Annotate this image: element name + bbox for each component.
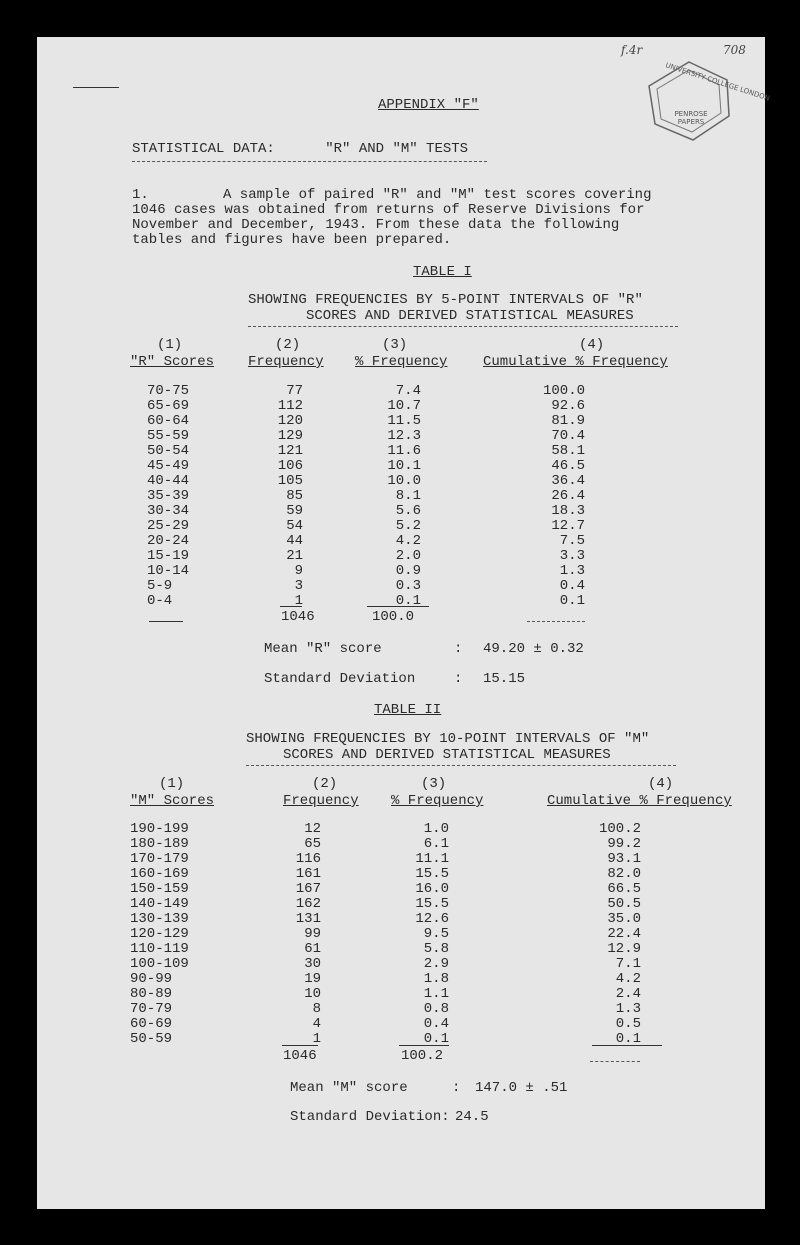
table2-colnum-4: (4) (648, 776, 674, 792)
pct-frequency-cell: 0.9 (395, 563, 421, 579)
table2-header-cumulative: Cumulative % Frequency (547, 793, 732, 809)
frequency-cell: 65 (304, 836, 321, 852)
pct-frequency-cell: 5.2 (395, 518, 421, 534)
score-cell: 120-129 (130, 926, 189, 942)
pct-frequency-cell: 2.9 (423, 956, 449, 972)
pct-frequency-cell: 10.7 (387, 398, 421, 414)
table1-col1-underline (149, 621, 183, 622)
frequency-cell: 3 (294, 578, 303, 594)
table1-mean-colon: : (454, 641, 463, 657)
pct-frequency-cell: 0.1 (395, 593, 421, 609)
pct-frequency-cell: 8.1 (395, 488, 421, 504)
score-cell: 10-14 (147, 563, 190, 579)
pct-frequency-cell: 15.5 (415, 866, 449, 882)
table-row (37, 882, 765, 897)
cumulative-cell: 0.4 (559, 578, 585, 594)
pct-frequency-cell: 11.6 (387, 443, 421, 459)
score-cell: 50-54 (147, 443, 190, 459)
frequency-cell: 19 (304, 971, 321, 987)
table-row (37, 489, 765, 504)
score-cell: 65-69 (147, 398, 190, 414)
table1-mean-value: 49.20 ± 0.32 (483, 641, 584, 657)
table2-sd-label: Standard Deviation: (290, 1109, 450, 1125)
intro-line-1: A sample of paired "R" and "M" test scores covering (223, 187, 652, 203)
frequency-cell: 99 (304, 926, 321, 942)
pct-frequency-cell: 16.0 (415, 881, 449, 897)
table2-pct-rule (399, 1045, 449, 1046)
page-number-note: 708 (723, 43, 746, 57)
table-row (37, 957, 765, 972)
intro-line-3: November and December, 1943. From these data the following (132, 217, 620, 233)
table2-caption-line1: SHOWING FREQUENCIES BY 10-POINT INTERVALS OF "M" (246, 731, 650, 747)
table2-header-scores: "M" Scores (130, 793, 215, 809)
cumulative-cell: 92.6 (551, 398, 585, 414)
cumulative-cell: 100.0 (542, 383, 585, 399)
table-row (37, 927, 765, 942)
table-row (37, 444, 765, 459)
pct-frequency-cell: 2.0 (395, 548, 421, 564)
table-row (37, 1002, 765, 1017)
table1-pct-rule (367, 606, 429, 607)
cumulative-cell: 12.9 (607, 941, 641, 957)
table-row (37, 987, 765, 1002)
score-cell: 0-4 (147, 593, 173, 609)
table-row (37, 837, 765, 852)
table1-caption-line1: SHOWING FREQUENCIES BY 5-POINT INTERVALS OF "R" (248, 292, 643, 308)
frequency-cell: 1 (294, 593, 303, 609)
table1-cum-rule (527, 621, 585, 622)
pct-frequency-cell: 5.6 (395, 503, 421, 519)
table2-colnum-3: (3) (421, 776, 447, 792)
frequency-cell: 1 (312, 1031, 321, 1047)
score-cell: 55-59 (147, 428, 190, 444)
frequency-cell: 21 (286, 548, 303, 564)
table-row (37, 1017, 765, 1032)
frequency-cell: 131 (295, 911, 321, 927)
table1-freq-rule (280, 606, 302, 607)
cumulative-cell: 35.0 (607, 911, 641, 927)
pct-frequency-cell: 4.2 (395, 533, 421, 549)
archive-stamp (643, 58, 771, 144)
table-row (37, 519, 765, 534)
pct-frequency-cell: 11.5 (387, 413, 421, 429)
score-cell: 110-119 (130, 941, 189, 957)
frequency-cell: 10 (304, 986, 321, 1002)
intro-line-2: 1046 cases was obtained from returns of Reserve Divisions for (132, 202, 645, 218)
frequency-cell: 44 (286, 533, 303, 549)
cumulative-cell: 0.1 (615, 1031, 641, 1047)
frequency-cell: 61 (304, 941, 321, 957)
table1-sd-colon: : (454, 671, 463, 687)
table1-mean-label: Mean "R" score (264, 641, 382, 657)
score-cell: 60-64 (147, 413, 190, 429)
frequency-cell: 85 (286, 488, 303, 504)
document-page (37, 37, 771, 1209)
table2-mean-colon: : (452, 1080, 461, 1096)
frequency-cell: 30 (304, 956, 321, 972)
table-row (37, 852, 765, 867)
frequency-cell: 116 (295, 851, 321, 867)
pct-frequency-cell: 0.4 (423, 1016, 449, 1032)
stamp-bottom-text: PENROSE PAPERS (674, 110, 708, 126)
score-cell: 20-24 (147, 533, 190, 549)
score-cell: 30-34 (147, 503, 190, 519)
frequency-cell: 167 (295, 881, 321, 897)
frequency-cell: 9 (294, 563, 303, 579)
table1-caption-line2: SCORES AND DERIVED STATISTICAL MEASURES (306, 308, 634, 324)
frequency-cell: 77 (286, 383, 303, 399)
cumulative-cell: 2.4 (615, 986, 641, 1002)
table-row (37, 414, 765, 429)
folio-note: f.4r (621, 43, 643, 57)
table-row (37, 972, 765, 987)
cumulative-cell: 46.5 (551, 458, 585, 474)
cumulative-cell: 0.5 (615, 1016, 641, 1032)
cumulative-cell: 82.0 (607, 866, 641, 882)
score-cell: 180-189 (130, 836, 189, 852)
pct-frequency-cell: 11.1 (415, 851, 449, 867)
score-cell: 160-169 (130, 866, 189, 882)
table2-caption-line2: SCORES AND DERIVED STATISTICAL MEASURES (283, 747, 611, 763)
table-row (37, 474, 765, 489)
table-row (37, 867, 765, 882)
table-row (37, 912, 765, 927)
score-cell: 130-139 (130, 911, 189, 927)
table2-header-frequency: Frequency (283, 793, 359, 809)
score-cell: 150-159 (130, 881, 189, 897)
table-row (37, 459, 765, 474)
table1-header-pct: % Frequency (355, 354, 448, 370)
table2-total-pct: 100.2 (401, 1048, 444, 1064)
frequency-cell: 112 (277, 398, 303, 414)
table-row (37, 384, 765, 399)
stamp-top-text: UNIVERSITY COLLEGE LONDON (664, 61, 771, 103)
score-cell: 45-49 (147, 458, 190, 474)
pct-frequency-cell: 1.8 (423, 971, 449, 987)
frequency-cell: 162 (295, 896, 321, 912)
pct-frequency-cell: 1.0 (423, 821, 449, 837)
score-cell: 60-69 (130, 1016, 173, 1032)
score-cell: 40-44 (147, 473, 190, 489)
table1-title: TABLE I (413, 264, 472, 280)
table2-header-pct: % Frequency (391, 793, 484, 809)
table1-total-pct: 100.0 (372, 609, 415, 625)
table1-colnum-1: (1) (157, 337, 183, 353)
table-row (37, 564, 765, 579)
pct-frequency-cell: 0.1 (423, 1031, 449, 1047)
score-cell: 140-149 (130, 896, 189, 912)
pct-frequency-cell: 6.1 (423, 836, 449, 852)
table2-colnum-2: (2) (312, 776, 338, 792)
cumulative-cell: 100.2 (598, 821, 641, 837)
pct-frequency-cell: 1.1 (423, 986, 449, 1002)
table2-colnum-1: (1) (159, 776, 185, 792)
score-cell: 70-79 (130, 1001, 173, 1017)
pct-frequency-cell: 15.5 (415, 896, 449, 912)
score-cell: 35-39 (147, 488, 190, 504)
table2-total-frequency: 1046 (283, 1048, 317, 1064)
table-row (37, 429, 765, 444)
score-cell: 70-75 (147, 383, 190, 399)
pct-frequency-cell: 0.3 (395, 578, 421, 594)
score-cell: 190-199 (130, 821, 189, 837)
score-cell: 80-89 (130, 986, 173, 1002)
cumulative-cell: 93.1 (607, 851, 641, 867)
frequency-cell: 106 (277, 458, 303, 474)
statistical-data-heading: STATISTICAL DATA: "R" AND "M" TESTS (132, 141, 469, 157)
pct-frequency-cell: 10.0 (387, 473, 421, 489)
cumulative-cell: 7.1 (615, 956, 641, 972)
frequency-cell: 4 (312, 1016, 321, 1032)
table2-cum-dots (590, 1061, 640, 1062)
table2-body (37, 822, 765, 1047)
table2-mean-value: 147.0 ± .51 (475, 1080, 568, 1096)
frequency-cell: 12 (304, 821, 321, 837)
table1-colnum-3: (3) (382, 337, 408, 353)
table-row (37, 534, 765, 549)
cumulative-cell: 36.4 (551, 473, 585, 489)
table2-mean-label: Mean "M" score (290, 1080, 408, 1096)
table2-freq-rule (282, 1045, 318, 1046)
cumulative-cell: 99.2 (607, 836, 641, 852)
table-row (37, 579, 765, 594)
table1-header-frequency: Frequency (248, 354, 324, 370)
pct-frequency-cell: 10.1 (387, 458, 421, 474)
table-row (37, 399, 765, 414)
cumulative-cell: 50.5 (607, 896, 641, 912)
frequency-cell: 54 (286, 518, 303, 534)
frequency-cell: 129 (277, 428, 303, 444)
table2-sd-value: 24.5 (455, 1109, 489, 1125)
cumulative-cell: 12.7 (551, 518, 585, 534)
table-row (37, 549, 765, 564)
margin-mark (73, 87, 119, 88)
score-cell: 5-9 (147, 578, 173, 594)
table-row (37, 504, 765, 519)
score-cell: 25-29 (147, 518, 190, 534)
pct-frequency-cell: 9.5 (423, 926, 449, 942)
table-row (37, 942, 765, 957)
cumulative-cell: 1.3 (559, 563, 585, 579)
score-cell: 15-19 (147, 548, 190, 564)
table2-cum-rule (592, 1045, 662, 1046)
table1-sd-value: 15.15 (483, 671, 526, 687)
table1-body (37, 384, 765, 609)
cumulative-cell: 22.4 (607, 926, 641, 942)
table-row (37, 822, 765, 837)
frequency-cell: 8 (312, 1001, 321, 1017)
cumulative-cell: 66.5 (607, 881, 641, 897)
table1-colnum-4: (4) (579, 337, 605, 353)
frequency-cell: 105 (277, 473, 303, 489)
cumulative-cell: 26.4 (551, 488, 585, 504)
table1-total-frequency: 1046 (281, 609, 315, 625)
cumulative-cell: 1.3 (615, 1001, 641, 1017)
cumulative-cell: 81.9 (551, 413, 585, 429)
frequency-cell: 121 (277, 443, 303, 459)
cumulative-cell: 18.3 (551, 503, 585, 519)
table2-caption-rule (246, 765, 676, 766)
table-row (37, 897, 765, 912)
table1-header-cumulative: Cumulative % Frequency (483, 354, 668, 370)
cumulative-cell: 4.2 (615, 971, 641, 987)
table1-caption-rule (248, 326, 678, 327)
pct-frequency-cell: 12.6 (415, 911, 449, 927)
table1-colnum-2: (2) (275, 337, 301, 353)
intro-line-4: tables and figures have been prepared. (132, 232, 452, 248)
pct-frequency-cell: 7.4 (395, 383, 421, 399)
table1-sd-label: Standard Deviation (264, 671, 416, 687)
appendix-heading: APPENDIX "F" (378, 97, 479, 113)
score-cell: 50-59 (130, 1031, 173, 1047)
frequency-cell: 120 (277, 413, 303, 429)
table1-header-scores: "R" Scores (130, 354, 215, 370)
cumulative-cell: 58.1 (551, 443, 585, 459)
score-cell: 90-99 (130, 971, 173, 987)
cumulative-cell: 3.3 (559, 548, 585, 564)
heading-rule (132, 161, 487, 162)
pct-frequency-cell: 12.3 (387, 428, 421, 444)
frequency-cell: 161 (295, 866, 321, 882)
paragraph-number: 1. (132, 187, 149, 203)
pct-frequency-cell: 0.8 (423, 1001, 449, 1017)
cumulative-cell: 0.1 (559, 593, 585, 609)
score-cell: 170-179 (130, 851, 189, 867)
pct-frequency-cell: 5.8 (423, 941, 449, 957)
cumulative-cell: 70.4 (551, 428, 585, 444)
score-cell: 100-109 (130, 956, 189, 972)
cumulative-cell: 7.5 (559, 533, 585, 549)
frequency-cell: 59 (286, 503, 303, 519)
table2-title: TABLE II (374, 702, 442, 718)
